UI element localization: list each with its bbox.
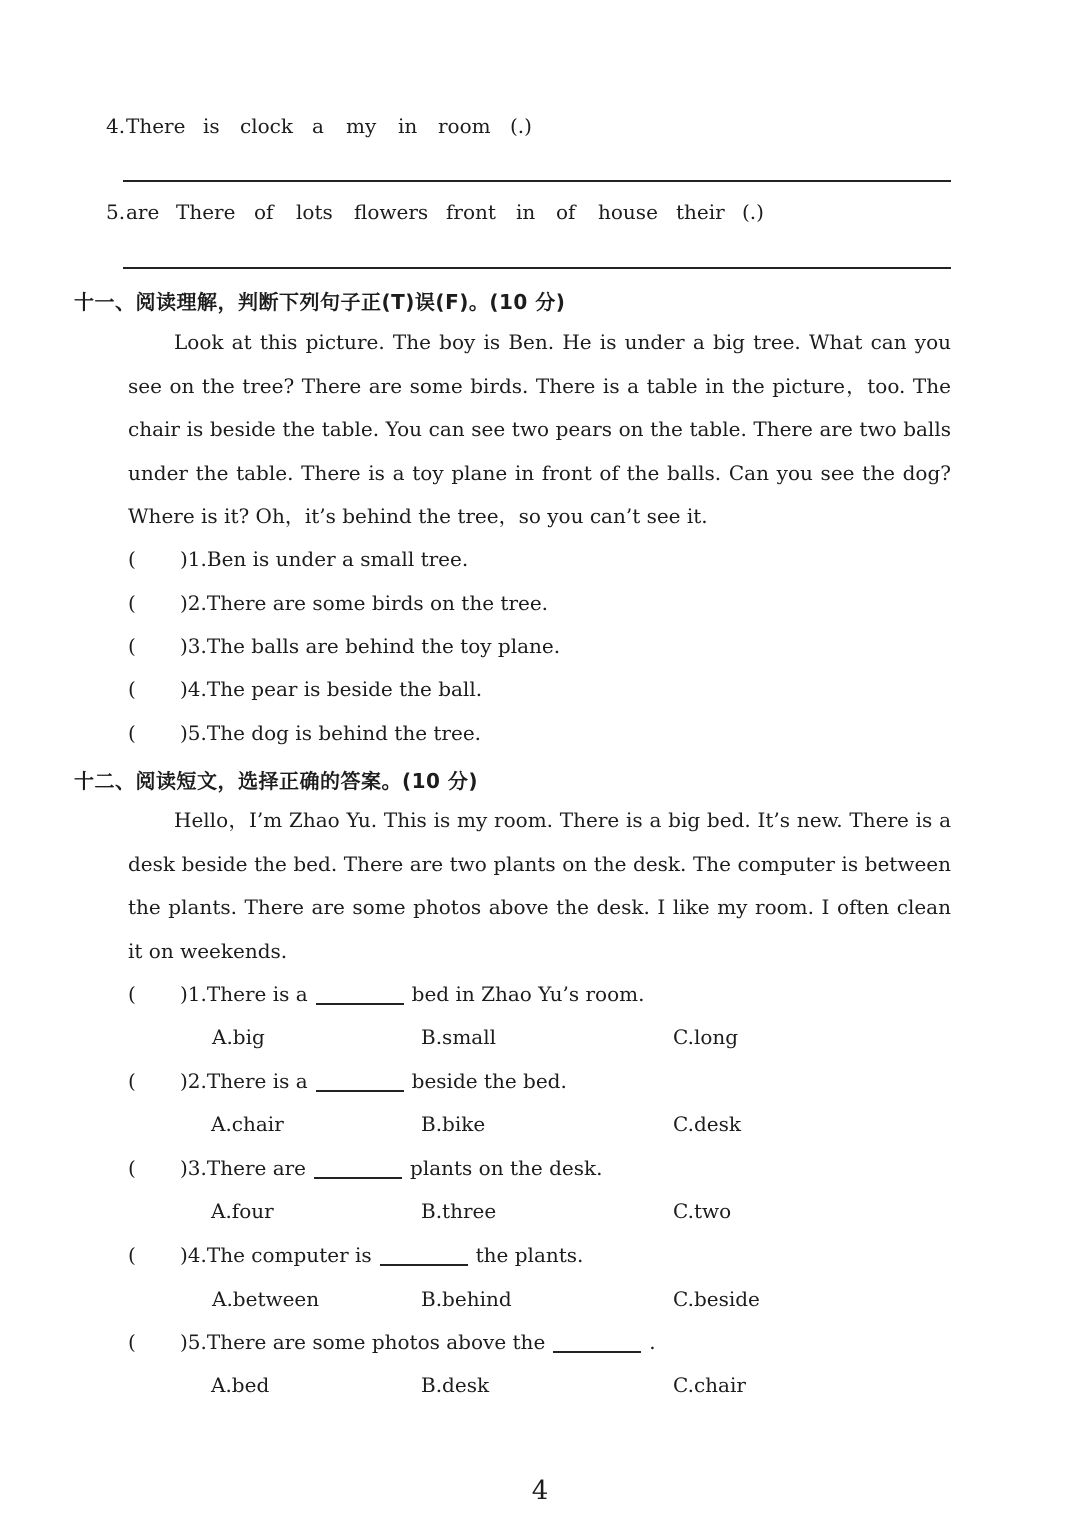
- question-text: )2.There is a: [180, 1069, 308, 1093]
- word: a: [312, 114, 324, 138]
- answer-paren[interactable]: (: [128, 1243, 136, 1267]
- answer-line[interactable]: [123, 267, 951, 269]
- question-text: )5.There are some photos above the: [180, 1330, 546, 1354]
- fill-blank[interactable]: [380, 1246, 468, 1266]
- option-c[interactable]: C.long: [673, 1025, 739, 1049]
- statement: )5.The dog is behind the tree.: [180, 721, 482, 745]
- answer-paren[interactable]: (: [128, 634, 136, 658]
- page-number: 4: [531, 1476, 549, 1506]
- question-text: beside the bed.: [411, 1069, 567, 1093]
- statement: )4.The pear is beside the ball.: [180, 677, 483, 701]
- word: in: [398, 114, 418, 138]
- answer-paren[interactable]: (: [128, 1156, 136, 1180]
- statement: )3.The balls are behind the toy plane.: [180, 634, 561, 658]
- question-text: )4.The computer is: [180, 1243, 372, 1267]
- section-12-passage: Hello，I’m Zhao Yu. This is my room. There is a big bed. It’s new. There is a desk beside the bed. There are two plants on the desk. The computer is between the plants. There are some photos above the desk. I like my room. I often clean it on weekends.: [128, 808, 951, 963]
- word: in: [516, 200, 536, 224]
- option-b[interactable]: B.bike: [421, 1112, 486, 1136]
- question-text: )1.There is a: [180, 982, 308, 1006]
- option-a[interactable]: A.chair: [211, 1112, 284, 1136]
- fill-blank[interactable]: [316, 1072, 404, 1092]
- answer-paren[interactable]: (: [128, 547, 136, 571]
- option-c[interactable]: C.beside: [673, 1287, 760, 1311]
- word: (.): [742, 200, 764, 224]
- fill-blank[interactable]: [316, 985, 404, 1005]
- statement: )1.Ben is under a small tree.: [180, 547, 469, 571]
- answer-paren[interactable]: (: [128, 982, 136, 1006]
- word: flowers: [354, 200, 429, 224]
- word: lots: [296, 200, 333, 224]
- statement: )2.There are some birds on the tree.: [180, 591, 549, 615]
- question-text: .: [649, 1330, 656, 1354]
- question-text: the plants.: [475, 1243, 584, 1267]
- question-text: bed in Zhao Yu’s room.: [411, 982, 645, 1006]
- answer-line[interactable]: [123, 180, 951, 182]
- option-b[interactable]: B.small: [421, 1025, 496, 1049]
- fill-blank[interactable]: [314, 1159, 402, 1179]
- option-a[interactable]: A.big: [212, 1025, 265, 1049]
- word: There: [126, 114, 186, 138]
- question-number: 5.: [106, 200, 126, 224]
- word: front: [446, 200, 496, 224]
- answer-paren[interactable]: (: [128, 677, 136, 701]
- section-11-heading: 十一、阅读理解，判断下列句子正(T)误(F)。(10 分): [74, 290, 566, 314]
- question-text: )3.There are: [180, 1156, 307, 1180]
- section-11-passage: Look at this picture. The boy is Ben. He is under a big tree. What can you see on the tree? There are some birds. There is a table in the picture，too. The chair is beside the table. You can see two pears on the table. There are two balls under the table. There is a toy plane in front of the balls. Can you see the dog? Where is it? Oh，it’s behind the tree，so you can’t see it.: [128, 330, 951, 528]
- answer-paren[interactable]: (: [128, 1330, 136, 1354]
- option-b[interactable]: B.behind: [421, 1287, 512, 1311]
- question-number: 4.: [106, 114, 126, 138]
- word: of: [254, 200, 274, 224]
- answer-paren[interactable]: (: [128, 591, 136, 615]
- word: is: [203, 114, 220, 138]
- section-12-heading: 十二、阅读短文，选择正确的答案。(10 分): [74, 769, 479, 793]
- word: my: [346, 114, 377, 138]
- fill-blank[interactable]: [553, 1333, 641, 1353]
- option-c[interactable]: C.two: [673, 1199, 732, 1223]
- word: their: [676, 200, 725, 224]
- word: (.): [510, 114, 532, 138]
- word: are: [126, 200, 160, 224]
- word: house: [598, 200, 658, 224]
- option-c[interactable]: C.desk: [673, 1112, 741, 1136]
- answer-paren[interactable]: (: [128, 1069, 136, 1093]
- option-c[interactable]: C.chair: [673, 1373, 746, 1397]
- option-b[interactable]: B.desk: [421, 1373, 490, 1397]
- rearrange-question-5: [106, 200, 786, 226]
- option-a[interactable]: A.four: [211, 1199, 274, 1223]
- question-text: plants on the desk.: [410, 1156, 603, 1180]
- option-a[interactable]: A.between: [212, 1287, 320, 1311]
- option-b[interactable]: B.three: [421, 1199, 497, 1223]
- word: clock: [240, 114, 293, 138]
- word: There: [176, 200, 236, 224]
- word: of: [556, 200, 576, 224]
- option-a[interactable]: A.bed: [211, 1373, 270, 1397]
- answer-paren[interactable]: (: [128, 721, 136, 745]
- rearrange-question-4: [106, 114, 566, 140]
- word: room: [438, 114, 491, 138]
